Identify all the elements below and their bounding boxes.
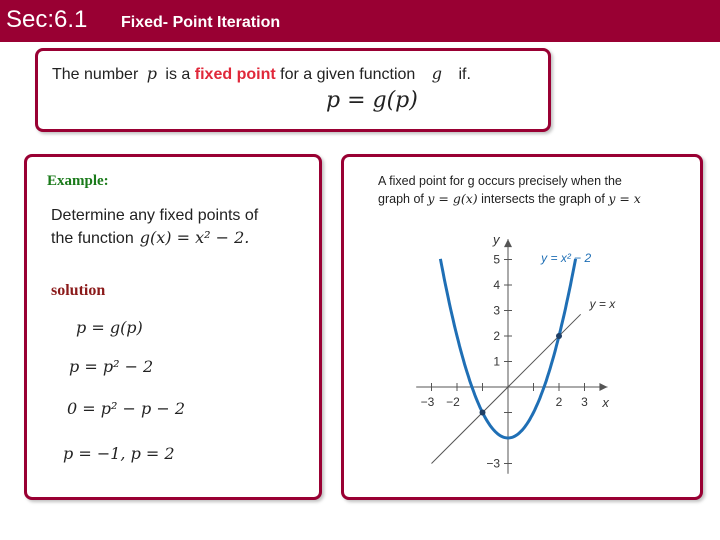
y-tick-label: 3 (493, 303, 500, 318)
solution-step-2: p = p² − 2 (69, 357, 154, 376)
definition-text (52, 64, 471, 84)
x-tick-label: 3 (581, 395, 588, 409)
caption-line-2-a: graph of (378, 192, 424, 206)
x-tick-label: −3 (420, 395, 435, 409)
y-axis-arrow (504, 239, 512, 247)
figure-box (341, 154, 703, 500)
y-axis-label: y (493, 232, 500, 248)
problem-line-2-text: the function (51, 230, 134, 247)
solution-label: solution (51, 282, 106, 299)
fixed-point-graph (344, 157, 700, 497)
curve-label: y = x² − 2 (541, 251, 592, 266)
page-title: Fixed- Point Iteration (121, 14, 281, 31)
y-tick-label: −3 (486, 456, 500, 471)
header-bar (0, 0, 720, 42)
problem-math: g(x) = x² − 2. (139, 228, 250, 247)
definition-box (35, 48, 551, 132)
solution-step-4: p = −1, p = 2 (63, 444, 175, 463)
definition-text-after: for a given function (280, 66, 416, 83)
fixed-point-marker (480, 410, 486, 416)
y-tick-label: 1 (493, 354, 500, 369)
definition-text-end: if. (458, 66, 471, 83)
definition-text-before: The number (52, 66, 139, 83)
example-problem (51, 205, 258, 250)
x-axis-arrow (599, 383, 607, 391)
y-tick-label: 2 (493, 329, 500, 343)
problem-line-1: Determine any fixed points of (51, 207, 259, 224)
problem-line-2 (51, 227, 258, 250)
definition-equation: p = g(p) (326, 88, 418, 113)
fixed-point-highlight: fixed point (194, 66, 276, 83)
fixed-point-marker (556, 333, 562, 339)
y-tick-label: 5 (493, 252, 500, 267)
solution-step-1: p = g(p) (76, 318, 143, 337)
example-label: Example: (47, 173, 109, 189)
x-tick-label: −2 (446, 395, 460, 409)
caption-line-1: A fixed point for g occurs precisely when the (378, 174, 622, 188)
section-number: Sec:6.1 (6, 6, 88, 33)
definition-var-p: p (146, 64, 157, 83)
y-tick-label: 4 (493, 278, 500, 292)
caption-line-2-b: y = g(x) (427, 191, 478, 206)
solution-step-3: 0 = p² − p − 2 (67, 399, 185, 418)
x-tick-label: 2 (555, 395, 563, 409)
definition-text-mid: is a (165, 66, 191, 83)
caption-line-2-c: intersects the graph of (481, 192, 605, 206)
definition-var-g: g (431, 64, 443, 83)
example-box (24, 154, 322, 500)
line-label: y = x (589, 296, 616, 311)
x-axis-label: x (602, 395, 609, 410)
caption-line-2-d: y = x (608, 191, 641, 206)
